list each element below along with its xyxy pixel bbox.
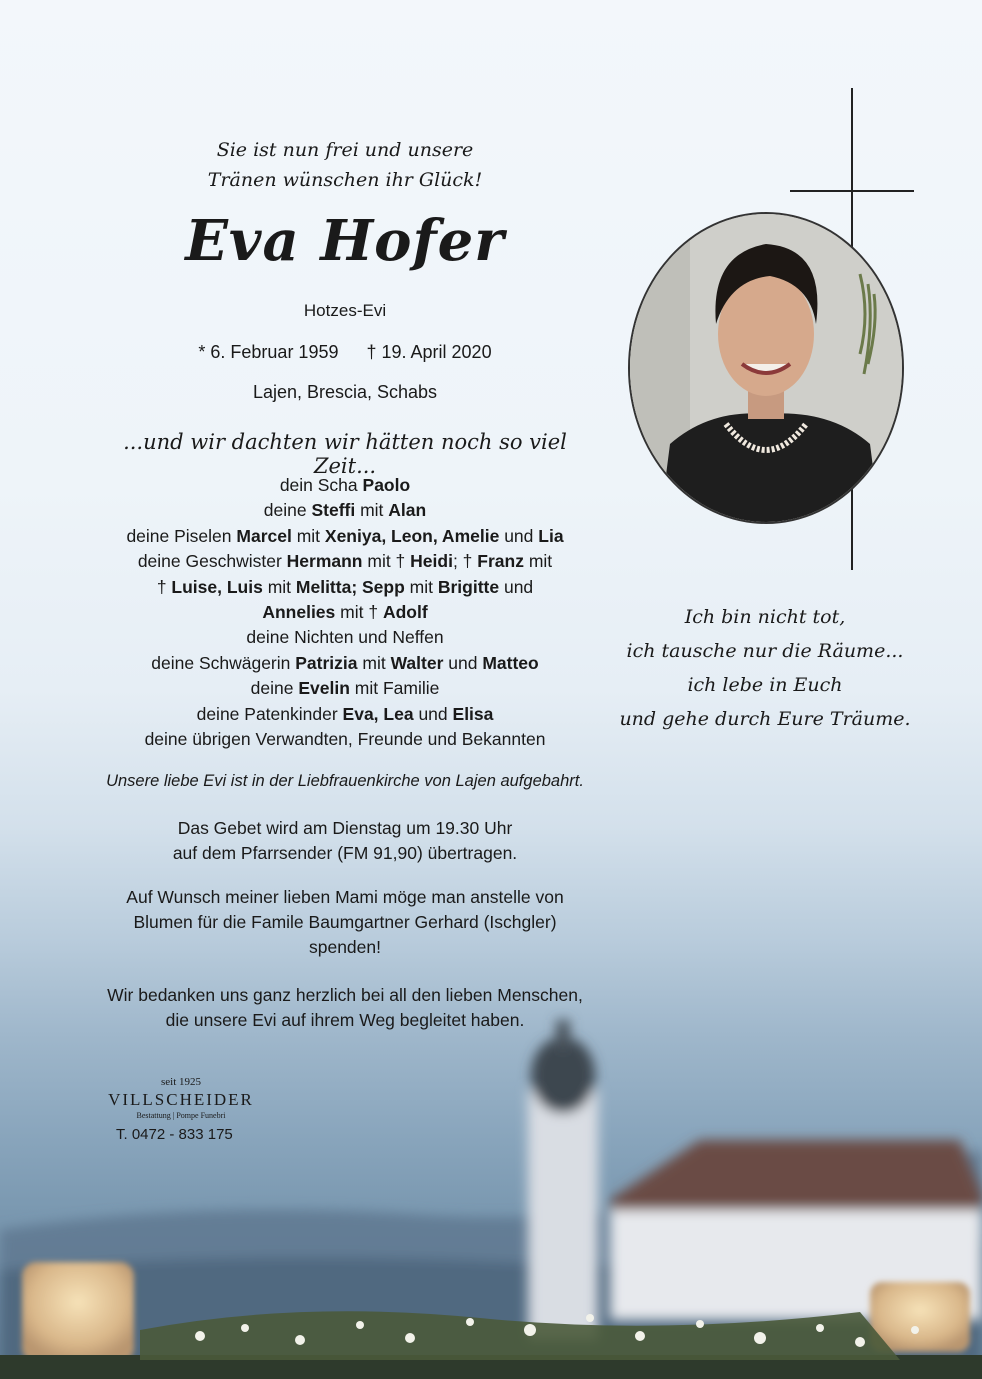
portrait-illustration	[630, 214, 902, 522]
motto-line: Tränen wünschen ihr Glück!	[207, 169, 483, 191]
quote-line: ich lebe in Euch	[687, 674, 843, 696]
mourner-line	[90, 549, 600, 574]
mourner-text: mit †	[362, 551, 411, 572]
motto	[90, 135, 600, 195]
mourner-name: Annelies	[262, 602, 336, 623]
mourner-name: Melitta; Sepp	[295, 576, 405, 597]
mourner-name: Hermann	[286, 551, 363, 572]
mourner-name: Xeniya, Leon, Amelie	[324, 525, 500, 546]
mourner-text: deine Piselen	[126, 525, 237, 546]
mourner-line	[90, 702, 600, 727]
mourner-text: und	[413, 703, 453, 724]
mourner-text: deine übrigen Verwandten, Freunde und Bekannten	[144, 729, 546, 750]
mourner-name: Evelin	[298, 678, 350, 699]
nickname: Hotzes-Evi	[303, 301, 387, 320]
funeral-home-logo	[96, 1076, 266, 1143]
mourner-name: Franz	[477, 551, 524, 572]
quote-line: ich tausche nur die Räume...	[626, 640, 904, 662]
places: Lajen, Brescia, Schabs	[252, 382, 438, 402]
thanks-line: Wir bedanken uns ganz herzlich bei all den lieben Menschen,	[107, 985, 583, 1005]
cross-horizontal	[790, 190, 914, 192]
mourner-line	[90, 676, 600, 701]
thanks-line: die unsere Evi auf ihrem Weg begleitet haben.	[165, 1010, 525, 1030]
donation-wish	[90, 885, 600, 960]
mourner-name: Lia	[538, 525, 564, 546]
prayer-line: Das Gebet wird am Dienstag um 19.30 Uhr	[177, 818, 513, 838]
mourner-line	[90, 651, 600, 676]
death-date: † 19. April 2020	[366, 342, 492, 362]
mourner-text: deine	[250, 678, 299, 699]
mourner-line	[90, 727, 600, 752]
motto-line: Sie ist nun frei und unsere	[216, 139, 474, 161]
funeral-home-phone: T. 0472 - 833 175	[116, 1126, 233, 1143]
mourner-name: Paolo	[362, 475, 411, 495]
mourner-text: mit	[355, 500, 389, 521]
mourner-name: Eva, Lea	[342, 703, 414, 724]
funeral-home-name: VILLSCHEIDER	[108, 1090, 254, 1109]
tagline: ...und wir dachten wir hätten noch so viel Zeit...	[123, 430, 567, 478]
mourner-name: Alan	[388, 500, 427, 521]
mourner-text: mit	[404, 576, 438, 597]
prayer-notice	[90, 816, 600, 866]
wish-line: Auf Wunsch meiner lieben Mami möge man anstelle von	[126, 887, 564, 907]
mourner-name: Luise, Luis	[171, 576, 263, 597]
closing-quote	[610, 600, 920, 736]
mourner-text: und	[499, 525, 539, 546]
mourner-line	[90, 625, 600, 650]
mourner-name: Heidi	[410, 551, 453, 572]
mourner-text: †	[156, 576, 172, 597]
mourner-text: und	[443, 652, 483, 673]
mourner-text: mit	[523, 551, 553, 572]
prayer-line: auf dem Pfarrsender (FM 91,90) übertragen.	[172, 843, 518, 863]
life-dates	[90, 342, 600, 363]
mourner-name: Walter	[390, 652, 444, 673]
mourner-text: ; †	[452, 551, 478, 572]
mourner-name: Brigitte	[437, 576, 500, 597]
mourner-name: Matteo	[482, 652, 539, 673]
quote-line: und gehe durch Eure Träume.	[619, 708, 911, 730]
mourner-line	[90, 524, 600, 549]
mourner-text: mit †	[335, 602, 383, 623]
quote-line: Ich bin nicht tot,	[684, 606, 846, 628]
mourner-text: mit	[357, 652, 391, 673]
funeral-home-subtitle: Bestattung | Pompe Funebri	[136, 1111, 226, 1120]
mourner-text: deine Patenkinder	[196, 703, 343, 724]
laid-out-notice: Unsere liebe Evi ist in der Liebfrauenkirche von Lajen aufgebahrt.	[106, 772, 584, 790]
deceased-name: Eva Hofer	[185, 208, 505, 274]
mourner-line	[90, 600, 600, 625]
mourner-name: Steffi	[311, 500, 356, 521]
mourner-text: deine Schwägerin	[151, 652, 296, 673]
mourner-text: deine Geschwister	[137, 551, 287, 572]
mourner-name: Patrizia	[295, 652, 358, 673]
mourner-name: Marcel	[236, 525, 292, 546]
mourner-name: Adolf	[382, 602, 428, 623]
mourner-text: mit	[291, 525, 325, 546]
mourner-text: deine Nichten und Neffen	[246, 627, 444, 648]
mourners-list	[90, 473, 600, 752]
funeral-home-since: seit 1925	[160, 1076, 202, 1088]
mourner-text: dein Scha	[279, 475, 363, 495]
portrait-photo	[628, 212, 904, 524]
mourner-name: Elisa	[452, 703, 494, 724]
mourner-line	[90, 473, 600, 498]
mourner-text: deine	[263, 500, 312, 521]
wish-line: spenden!	[308, 937, 381, 957]
thanks-notice	[90, 983, 600, 1033]
mourner-line	[90, 575, 600, 600]
mourner-line	[90, 498, 600, 523]
mourner-text: mit	[262, 576, 296, 597]
mourner-text: und	[499, 576, 534, 597]
wish-line: Blumen für die Famile Baumgartner Gerhard (Ischgler)	[133, 912, 557, 932]
mourner-text: mit Familie	[349, 678, 440, 699]
birth-date: * 6. Februar 1959	[198, 342, 339, 362]
